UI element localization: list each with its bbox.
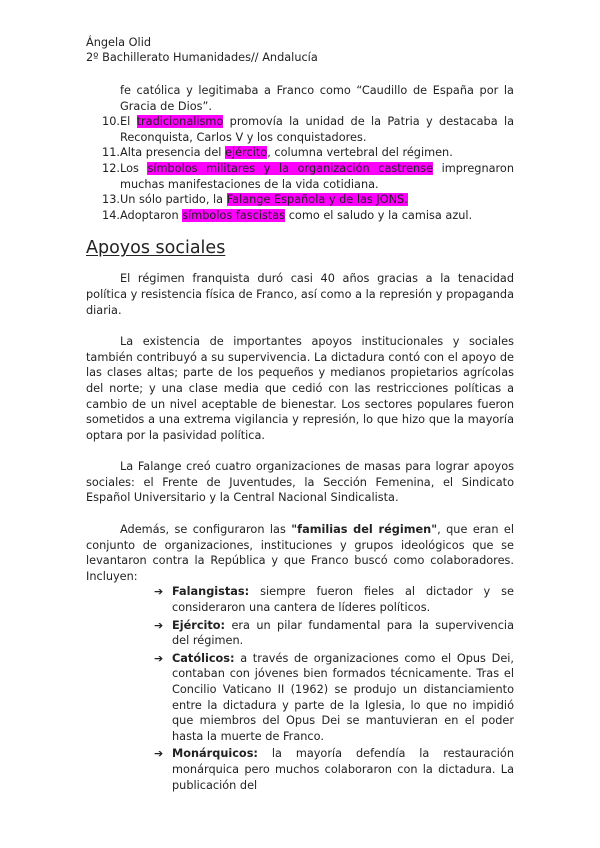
highlighted-text: símbolos fascistas [182, 208, 286, 222]
numbered-list [86, 114, 514, 223]
list-item [156, 651, 514, 745]
family-term: Monárquicos: [172, 747, 258, 761]
paragraph-families [86, 522, 514, 584]
list-item [156, 584, 514, 615]
list-item [86, 208, 514, 224]
list-text-after: impregnaron muchas manifestaciones de la vida cotidiana. [120, 161, 514, 191]
list-text-before: Un sólo partido, la [120, 193, 227, 207]
family-description: era un pilar fundamental para la supervivencia del régimen. [172, 618, 514, 648]
highlighted-text: tradicionalismo [136, 115, 224, 129]
list-number: 14. [102, 208, 120, 222]
families-term: "familias del régimen" [291, 523, 438, 537]
highlighted-text: símbolos militares y la organización castrense [147, 161, 434, 175]
list-continuation: fe católica y legitimaba a Franco como “Caudillo de España por la Gracia de Dios”. [120, 84, 514, 113]
families-intro-after: , que eran el conjunto de organizaciones, instituciones y grupos ideológicos que se levantaron contra la República y que Franco buscó como colaboradores. Incluyen: [86, 523, 515, 583]
highlighted-text: ejército [225, 146, 268, 160]
list-item [86, 114, 514, 145]
list-text-after: , columna vertebral del régimen. [267, 146, 453, 160]
list-number: 11. [102, 146, 120, 160]
list-number: 12. [102, 161, 120, 175]
list-text-before: El [120, 115, 137, 129]
highlighted-text: Falange Española y de las JONS. [226, 193, 408, 207]
list-text-before: Adoptaron [120, 208, 183, 222]
family-term: Falangistas: [172, 585, 250, 599]
paragraph-support: La existencia de importantes apoyos institucionales y sociales también contribuyó a su supervivencia. La dictadura contó con el apoyo de las clases altas; parte de los pequeños y medianos propietarios agrícolas del norte; y una clase media que cedió con las restricciones políticas a cambio de un nivel aceptable de bienestar. Los sectores populares fueron sometidos a una extrema vigilancia y represión, lo que hizo que la mayoría optara por la pasividad política. [86, 335, 514, 442]
families-list [86, 584, 514, 793]
family-term: Ejército: [172, 618, 226, 632]
family-description: siempre fueron fieles al dictador y se consideraron una cantera de líderes políticos. [172, 585, 514, 615]
family-term: Católicos: [172, 651, 235, 665]
list-item [156, 618, 514, 649]
page-header [86, 35, 318, 65]
arrow-right-icon: ➔ [154, 651, 164, 665]
list-item [86, 145, 514, 161]
list-item [86, 161, 514, 192]
family-description: la mayoría defendía la restauración monárquica pero muchos colaboraron con la dictadura. La publicación del [172, 747, 514, 792]
arrow-right-icon: ➔ [154, 618, 164, 632]
paragraph-duration: El régimen franquista duró casi 40 años gracias a la tenacidad política y resistencia física de Franco, así como a la represión y propaganda diaria. [86, 272, 514, 317]
list-number: 13. [102, 193, 120, 207]
section-title: Apoyos sociales [86, 238, 226, 259]
family-description: a través de organizaciones como el Opus Dei, contaban con jóvenes bien formados técnicamente. Tras el Concilio Vaticano II (1962) se produjo un distanciamiento entre la dictadura y parte de la Iglesia, lo que no impidió que miembros del Opus Dei se mantuvieran en el poder hasta la muerte de Franco. [172, 651, 514, 743]
arrow-right-icon: ➔ [154, 747, 164, 761]
list-text-before: Los [120, 161, 148, 175]
list-number: 10. [102, 115, 120, 129]
course-name: 2º Bachillerato Humanidades// Andalucía [86, 51, 318, 64]
list-item [156, 746, 514, 793]
arrow-right-icon: ➔ [154, 585, 164, 599]
list-text-after: como el saludo y la camisa azul. [285, 208, 473, 222]
list-text-before: Alta presencia del [120, 146, 226, 160]
list-item [86, 192, 514, 208]
list-text-after: promovía la unidad de la Patria y destacaba la Reconquista, Carlos V y los conquistadores. [120, 115, 515, 144]
author-name: Ángela Olid [86, 36, 152, 49]
families-intro-before: Además, se configuraron las [120, 523, 292, 537]
paragraph-falange: La Falange creó cuatro organizaciones de masas para lograr apoyos sociales: el Frente de Juventudes, la Sección Femenina, el Sindicato Español Universitario y la Central Nacional Sindicalista. [86, 460, 514, 505]
document-body [86, 83, 514, 795]
